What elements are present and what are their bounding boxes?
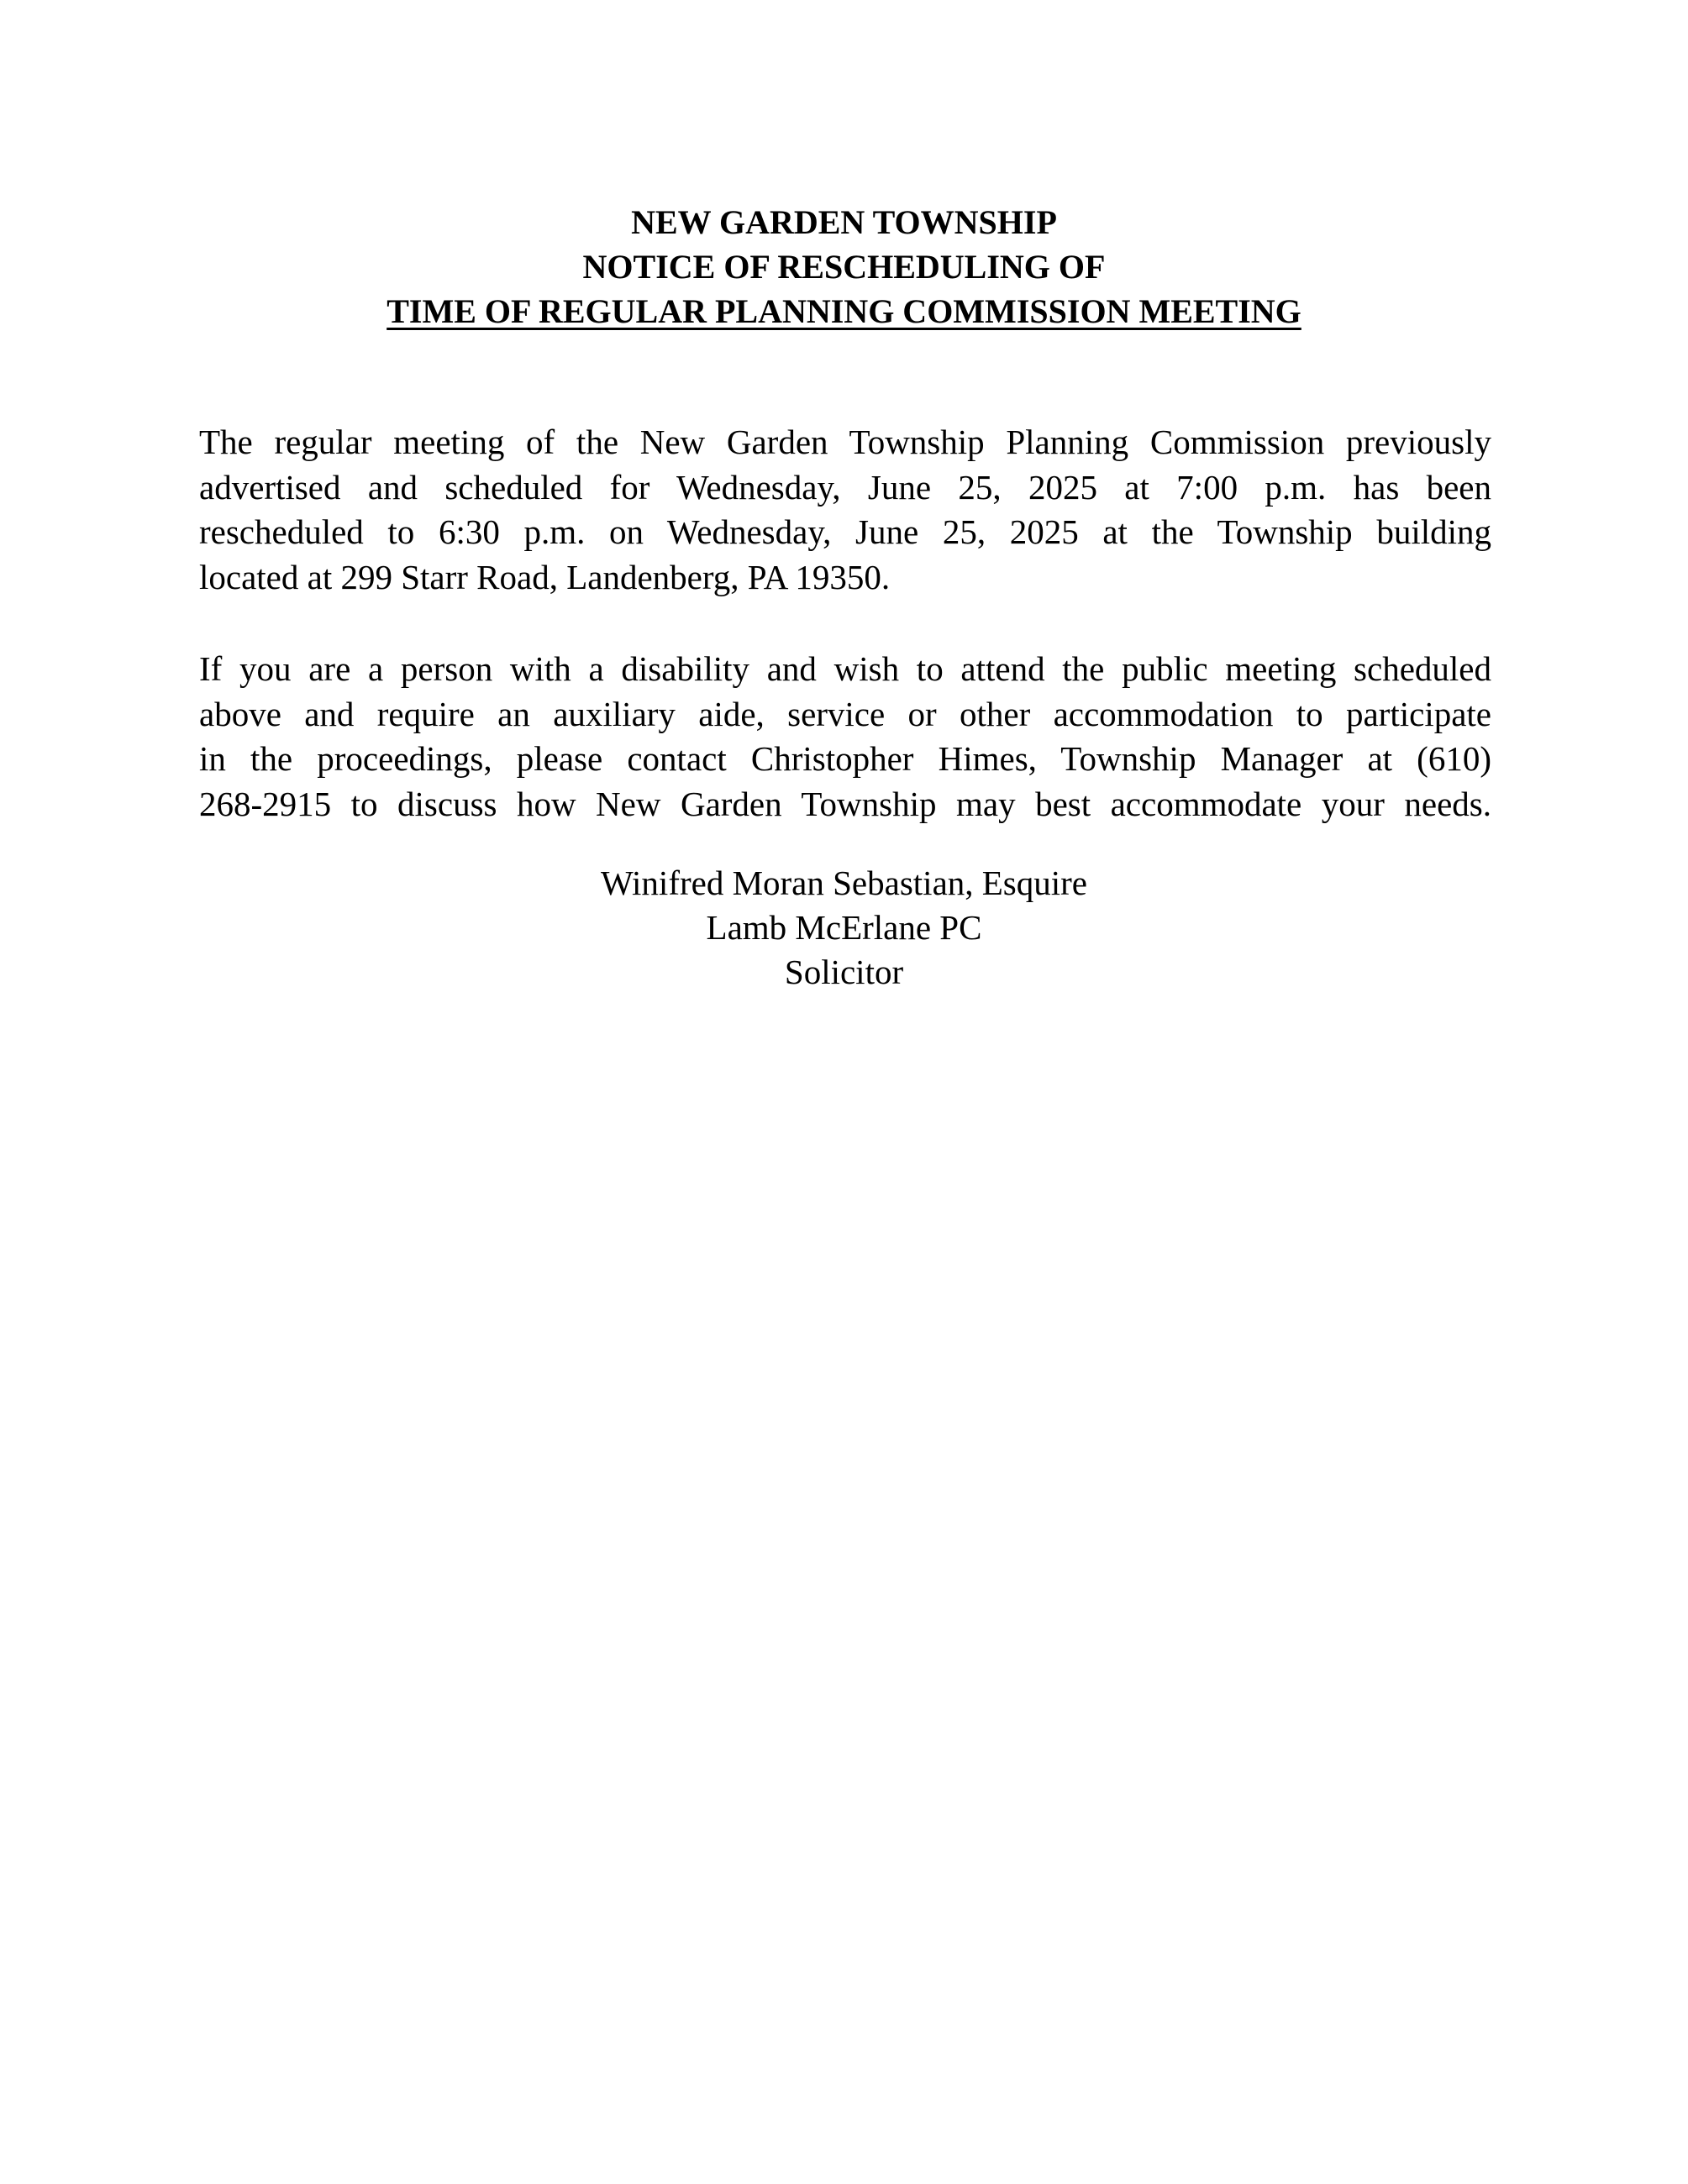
paragraph-line: rescheduled to 6:30 p.m. on Wednesday, June 25, 2025 at the Township building <box>199 512 1491 551</box>
title-subject <box>0 289 1688 333</box>
paragraph-line: The regular meeting of the New Garden Township Planning Commission previously <box>199 423 1491 461</box>
paragraph-line: advertised and scheduled for Wednesday, June 25, 2025 at 7:00 p.m. has been <box>199 467 1491 507</box>
notice-title <box>0 200 1688 333</box>
paragraph-line: located at 299 Starr Road, Landenberg, PA 19350. <box>199 557 891 596</box>
signature-block <box>0 861 1688 995</box>
title-township: NEW GARDEN TOWNSHIP <box>631 203 1057 241</box>
title-subject-text: TIME OF REGULAR PLANNING COMMISSION MEETING <box>387 292 1301 330</box>
paragraph-line: 268-2915 to discuss how New Garden Township may best accommodate your needs. <box>199 784 1491 823</box>
signature-role: Solicitor <box>784 953 904 991</box>
signature-firm: Lamb McErlane PC <box>706 908 982 947</box>
paragraph-rescheduling <box>199 420 1491 600</box>
title-notice: NOTICE OF RESCHEDULING OF <box>582 248 1106 286</box>
signature-name: Winifred Moran Sebastian, Esquire <box>600 864 1088 902</box>
paragraph-accessibility <box>199 647 1491 827</box>
paragraph-line: in the proceedings, please contact Christopher Himes, Township Manager at (610) <box>199 739 1491 778</box>
paragraph-line: If you are a person with a disability and wish to attend the public meeting scheduled <box>199 649 1491 688</box>
paragraph-line: above and require an auxiliary aide, service or other accommodation to participate <box>199 694 1491 733</box>
